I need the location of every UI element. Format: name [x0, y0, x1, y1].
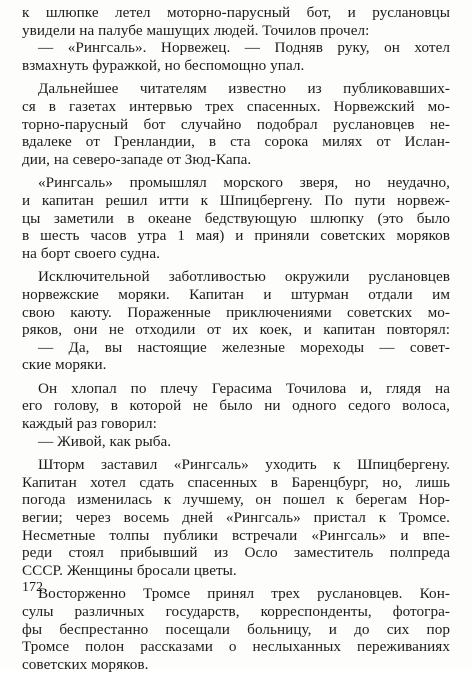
paragraph-5 [22, 268, 450, 338]
paragraph-3 [22, 80, 450, 168]
text-line: сулы различных государств, корреспонденты, фотогра- [22, 603, 450, 620]
text-line: ряков, они не отходили от их коек, и капитан повторял: [22, 321, 450, 339]
paragraph-1 [22, 4, 450, 39]
text-line: «Рингсаль» промышлял морского зверя, но неудачно, [38, 174, 450, 192]
text-line: цы заметили в океане бедствующую шлюпку (это было [22, 209, 450, 227]
text-line: увидели на палубе машущих людей. Точилов прочел: [22, 21, 370, 39]
text-line: на борт своего судна. [22, 244, 161, 262]
text-line: и капитан решил итти к Шпицбергену. По пути норвеж- [22, 191, 450, 209]
text-line: Шторм заставил «Рингсаль» уходить к Шпицбергену. [38, 456, 450, 474]
text-line: норвежские моряки. Капитан и штурман отдали им [22, 285, 450, 303]
text-line: к шлюпке летел моторно-парусный бот, и руслановцы [22, 4, 450, 21]
text-line: Дальнейшее читателям известно из публиковавших- [38, 80, 450, 98]
text-line: вегии; через восемь дней «Рингсаль» пристал к Тромсе. [22, 509, 450, 527]
paragraph-6 [22, 339, 450, 374]
paragraph-9 [22, 456, 450, 579]
text-line: Несметные толпы публики встречали «Рингсаль» и впе- [22, 526, 450, 544]
text-line: Он хлопал по плечу Герасима Точилова и, глядя на [38, 379, 450, 397]
text-line: его голову, в которой не было ни одного седого волоса, [22, 397, 450, 415]
paragraph-7 [22, 380, 450, 433]
text-line: свою каюту. Пораженные приключениями советских мо- [22, 303, 450, 321]
text-line: Исключительной заботливостью окружили руслановцев [38, 268, 450, 286]
text-line: ся в газетах интервью трех спасенных. Норвежский мо- [22, 97, 450, 115]
page-number: 172 [22, 580, 43, 595]
text-line: торно-парусный бот случайно подобрал руслановцев не- [22, 115, 450, 133]
text-line: фы беспрестанно посещали больницу, и до сих пор [22, 620, 450, 638]
text-line: в шесть часов утра 1 мая) и приняли советских моряков [22, 227, 450, 245]
text-line: советских моряков. [22, 655, 149, 673]
text-line: — Да, вы настоящие железные мореходы — совет- [38, 338, 450, 356]
text-line: каждый раз говорил: [22, 415, 157, 433]
text-line: взмахнуть фуражкой, но беспомощно упал. [22, 56, 305, 74]
paragraph-10 [22, 585, 450, 673]
body-text [22, 4, 450, 673]
text-line: ские моряки. [22, 356, 107, 374]
paragraph-2 [22, 39, 450, 74]
text-line: Тромсе полон рассказами о неслыханных переживаниях [22, 638, 450, 656]
text-line: СССР. Женщины бросали цветы. [22, 561, 237, 579]
text-line: Капитан хотел сдать спасенных в Баренцбург, но, лишь [22, 473, 450, 491]
paragraph-8 [22, 433, 450, 451]
text-line: — Живой, как рыба. [38, 432, 172, 450]
text-line: погода изменилась к лучшему, он пошел к берегам Нор- [22, 491, 450, 509]
text-line: Восторженно Тромсе принял трех руслановцев. Кон- [38, 585, 450, 603]
paragraph-4 [22, 174, 450, 262]
text-line: вдалеке от Гренландии, в ста сорока милях от Ислан- [22, 133, 450, 151]
text-line: реди стоял прибывший из Осло заместитель полпреда [22, 544, 450, 562]
text-line: дии, на северо-западе от Зюд-Капа. [22, 150, 252, 168]
text-line: — «Рингсаль». Норвежец. — Подняв руку, он хотел [38, 39, 450, 57]
